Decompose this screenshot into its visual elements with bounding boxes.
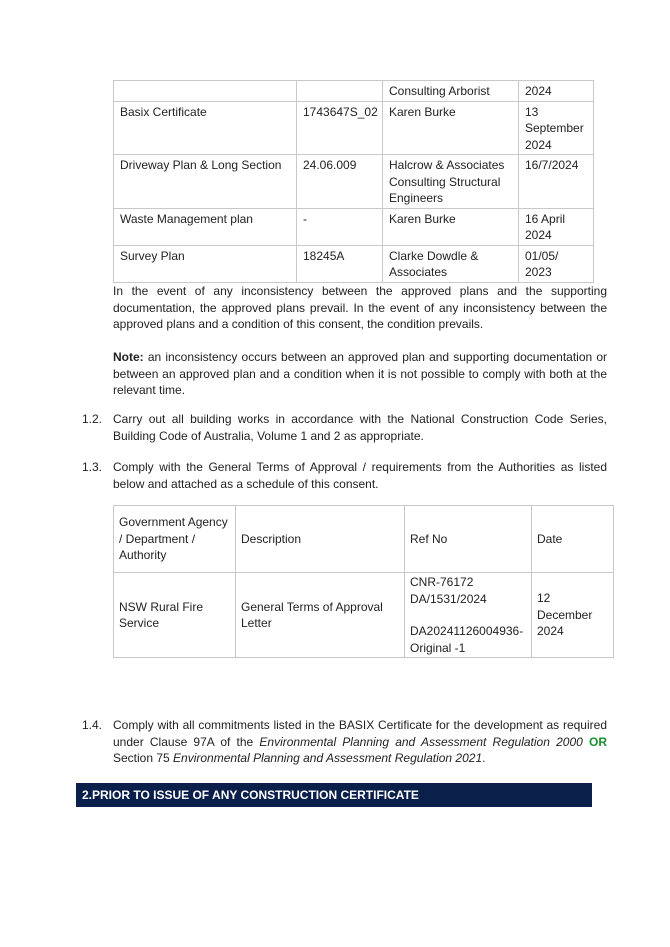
inconsistency-paragraph: In the event of any inconsistency between the approved plans and the supporting documentation, the approved plans prevail. In the event of any inconsistency between the approved plans and a condition of this consent, the condition prevails.: [113, 284, 607, 331]
doc-prepared-by-cell: Consulting Arborist: [383, 81, 519, 102]
doc-name-cell: Survey Plan: [114, 245, 297, 282]
doc-name-cell: [114, 81, 297, 102]
ref-spacer: [410, 607, 526, 623]
table-row: [114, 208, 594, 245]
table-row: [114, 155, 594, 209]
table-header-row: [114, 506, 614, 573]
doc-date-cell: 2024: [519, 81, 594, 102]
text-segment: Comply with all commitments listed in the BASIX Certificate for the development as required under Clause 97A of the: [113, 718, 607, 749]
authority-table: [113, 505, 614, 658]
condition-number: 1.4.: [82, 718, 103, 732]
note-label: Note:: [113, 350, 144, 364]
doc-name-cell: Driveway Plan & Long Section: [114, 155, 297, 209]
text-segment: Section 75: [113, 751, 174, 765]
regulation-title: Environmental Planning and Assessment Regulation 2000: [259, 734, 583, 749]
table-row: [114, 101, 594, 155]
or-keyword: OR: [589, 734, 607, 749]
doc-prepared-by-cell: Clarke Dowdle & Associates: [383, 245, 519, 282]
date-cell: 12 December 2024: [532, 573, 614, 658]
condition-number: 1.2.: [82, 412, 103, 426]
section-2-header: 2.PRIOR TO ISSUE OF ANY CONSTRUCTION CERTIFICATE: [76, 783, 592, 807]
regulation-title: Environmental Planning and Assessment Regulation 2021: [173, 751, 483, 765]
agency-cell: NSW Rural Fire Service: [114, 573, 236, 658]
condition-text: Carry out all building works in accordance with the National Construction Code Series, Building Code of Australia, Volume 1 and 2 as appropriate.: [113, 412, 607, 443]
note-paragraph: [113, 349, 607, 399]
ref-cell: [405, 573, 532, 658]
doc-ref-cell: [297, 81, 383, 102]
description-cell: General Terms of Approval Letter: [236, 573, 405, 658]
doc-date-cell: 13 September 2024: [519, 101, 594, 155]
text-segment: .: [482, 751, 486, 765]
ref-line: DA/1531/2024: [410, 591, 487, 606]
description-header: Description: [236, 506, 405, 573]
documents-table: [113, 80, 594, 283]
table-row: [114, 573, 614, 658]
note-text: an inconsistency occurs between an approved plan and supporting documentation or between an approved plan and a condition when it is not possible to comply with both at the relevant time.: [113, 350, 607, 397]
table-row: [114, 81, 594, 102]
doc-date-cell: 16/7/2024: [519, 155, 594, 209]
agency-header: Government Agency / Department / Authority: [114, 506, 236, 573]
doc-date-cell: 16 April 2024: [519, 208, 594, 245]
condition-number: 1.3.: [82, 460, 103, 474]
doc-ref-cell: 18245A: [297, 245, 383, 282]
doc-prepared-by-cell: Halcrow & Associates Consulting Structural Engineers: [383, 155, 519, 209]
doc-prepared-by-cell: Karen Burke: [383, 101, 519, 155]
doc-name-cell: Basix Certificate: [114, 101, 297, 155]
condition-text: Comply with the General Terms of Approval / requirements from the Authorities as listed below and attached as a schedule of this consent.: [113, 460, 607, 491]
condition-text: [113, 717, 607, 767]
doc-ref-cell: 24.06.009: [297, 155, 383, 209]
ref-line: CNR-76172: [410, 575, 474, 589]
date-header: Date: [532, 506, 614, 573]
doc-ref-cell: 1743647S_02: [297, 101, 383, 155]
doc-ref-cell: -: [297, 208, 383, 245]
doc-name-cell: Waste Management plan: [114, 208, 297, 245]
table-row: [114, 245, 594, 282]
doc-prepared-by-cell: Karen Burke: [383, 208, 519, 245]
ref-line: DA20241126004936-Original -1: [410, 624, 524, 655]
doc-date-cell: 01/05/ 2023: [519, 245, 594, 282]
ref-header: Ref No: [405, 506, 532, 573]
